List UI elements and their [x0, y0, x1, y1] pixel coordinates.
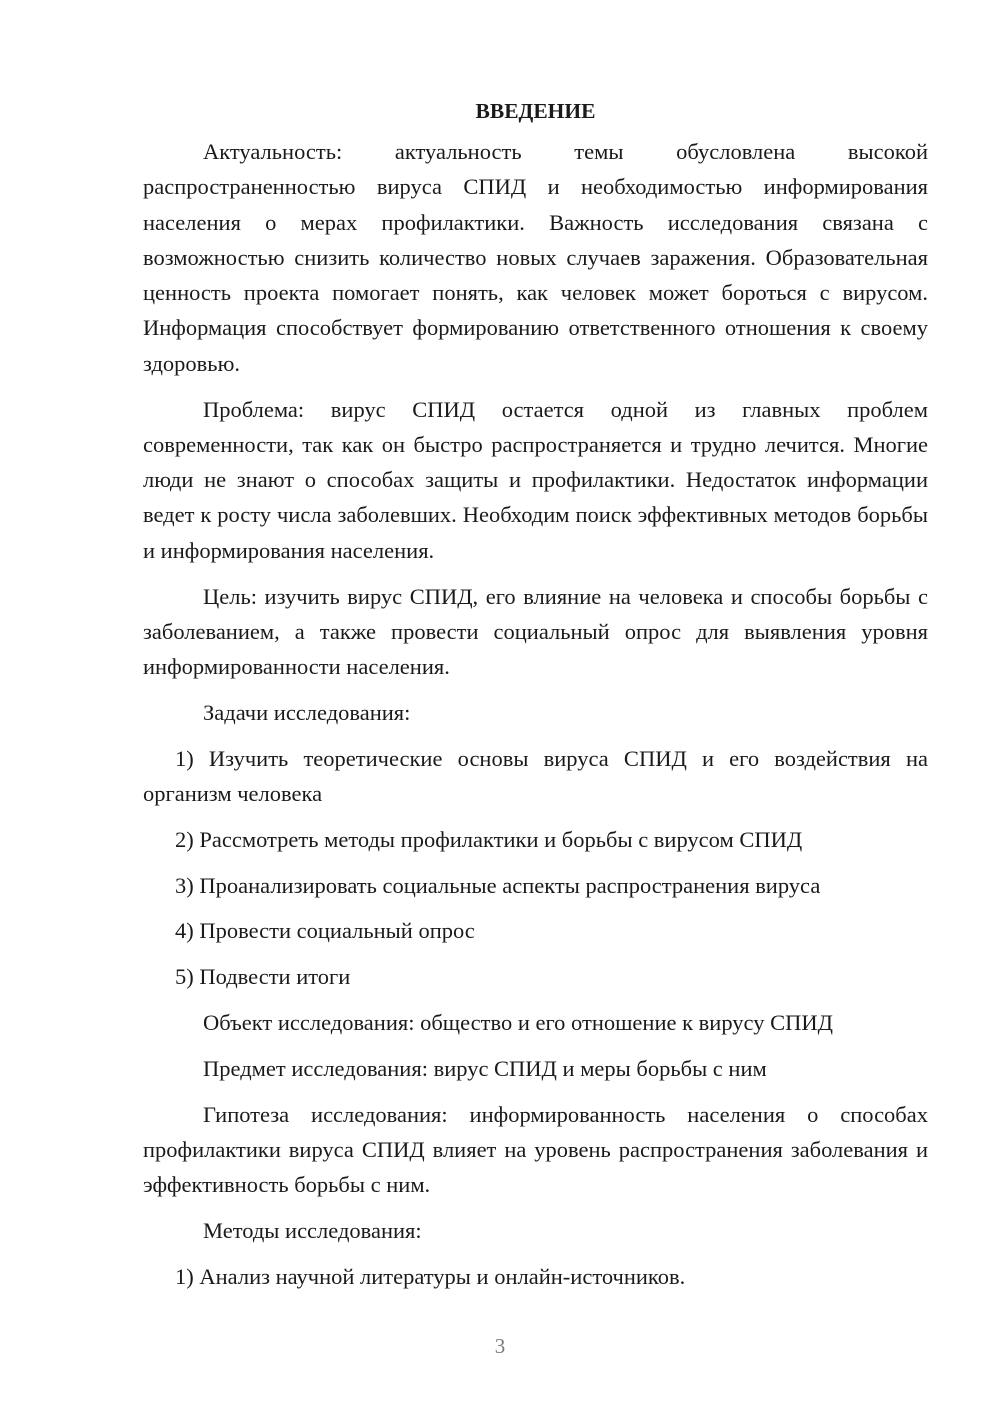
- task-item: 5) Подвести итоги: [175, 964, 351, 990]
- problem-paragraph: Проблема: вирус СПИД остается одной из главных проблем современности, так как он быстро распространяется и трудно лечится. Многие люди не знают о способах защиты и профилактики. Недостаток информации ведет к росту числа заболевших. Необходим поиск эффективных методов борьбы и информирования населения.: [143, 396, 928, 563]
- hypothesis-paragraph: Гипотеза исследования: информированность населения о способах профилактики вируса СПИД влияет на уровень распространения заболевания и эффективность борьбы с ним.: [143, 1101, 928, 1198]
- object-paragraph: Объект исследования: общество и его отношение к вирусу СПИД: [203, 1010, 833, 1036]
- goal-paragraph: Цель: изучить вирус СПИД, его влияние на человека и способы борьбы с заболеванием, а также провести социальный опрос для выявления уровня информированности населения.: [143, 583, 928, 680]
- subject-paragraph: Предмет исследования: вирус СПИД и меры борьбы с ним: [203, 1055, 767, 1081]
- relevance-paragraph: Актуальность: актуальность темы обусловлена высокой распространенностью вируса СПИД и необходимостью информирования населения о мерах профилактики. Важность исследования связана с возможностью снизить количество новых случаев заражения. Образовательная ценность проекта помогает понять, как человек может бороться с вирусом. Информация способствует формированию ответственного отношения к своему здоровью.: [143, 139, 928, 376]
- page-number: 3: [494, 1334, 506, 1358]
- task-item: 2) Рассмотреть методы профилактики и борьбы с вирусом СПИД: [175, 826, 803, 852]
- task-item: 4) Провести социальный опрос: [175, 918, 475, 944]
- methods-heading: Методы исследования:: [203, 1218, 422, 1244]
- tasks-heading: Задачи исследования:: [203, 699, 411, 725]
- task-item: 3) Проанализировать социальные аспекты распространения вируса: [175, 872, 821, 898]
- section-title: ВВЕДЕНИЕ: [475, 99, 596, 123]
- page-content: [143, 94, 928, 1305]
- task-item: 1) Изучить теоретические основы вируса СПИД и его воздействия на организм человека: [143, 745, 928, 807]
- method-item: 1) Анализ научной литературы и онлайн-источников.: [175, 1263, 686, 1289]
